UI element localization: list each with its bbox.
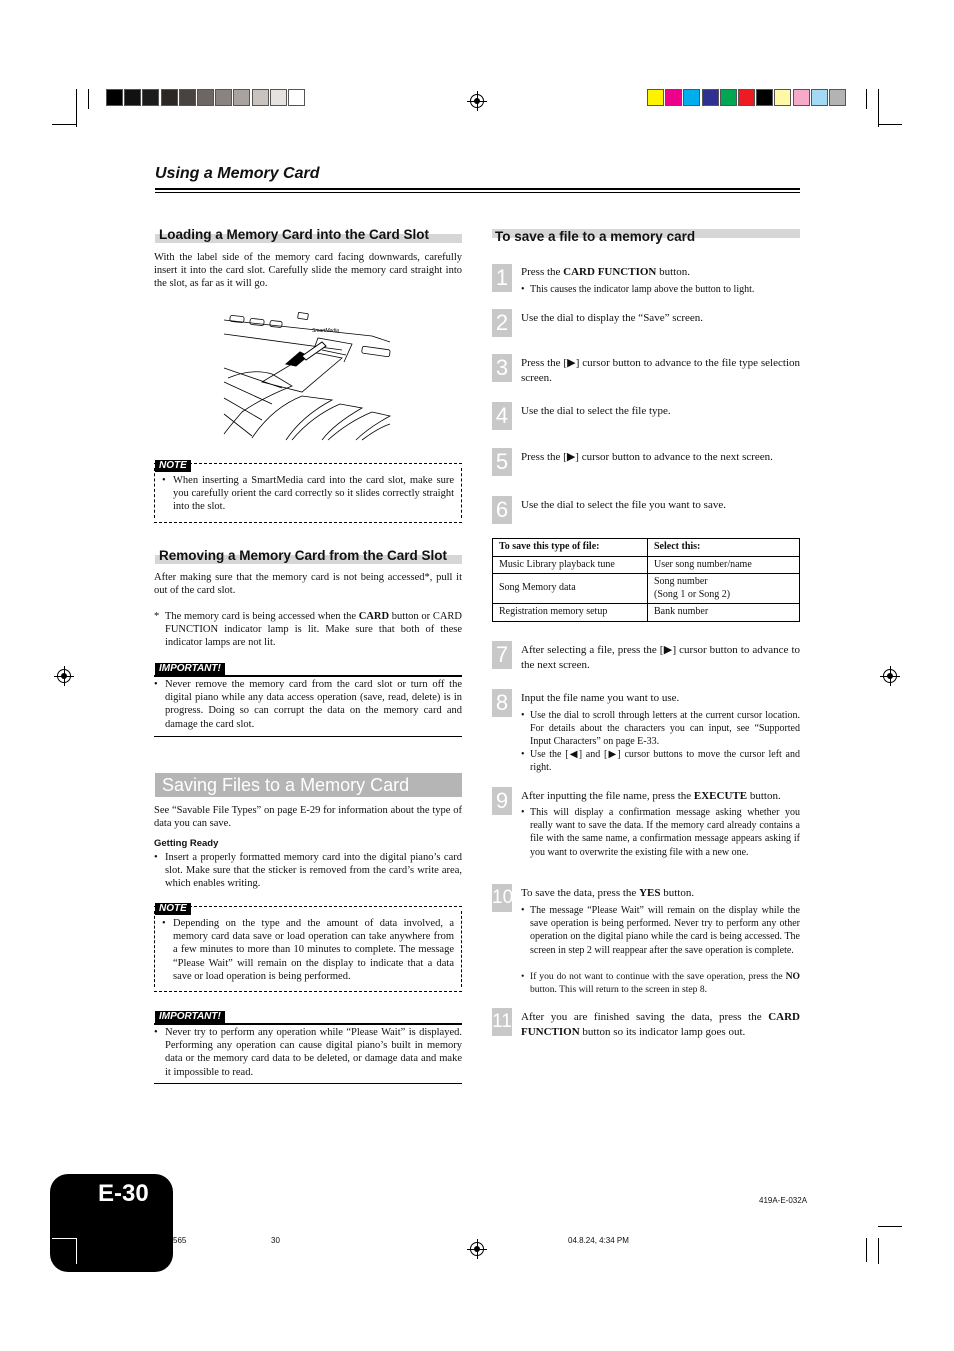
step-2: Use the dial to display the “Save” screen. <box>521 312 704 324</box>
section-heading-removing: Removing a Memory Card from the Card Slot <box>155 555 462 564</box>
step-number: 2 <box>492 309 512 337</box>
getting-ready-heading: Getting Ready <box>154 838 219 849</box>
registration-mark-icon <box>470 94 484 108</box>
crop-mark <box>76 1238 77 1264</box>
section-heading-loading: Loading a Memory Card into the Card Slot <box>155 234 462 243</box>
color-swatch <box>233 89 250 106</box>
footer-date: 04.8.24, 4:34 PM <box>568 1236 629 1245</box>
removing-footnote: * The memory card is being accessed when the CARD button or CARD FUNCTION indicator lamp is lit. Make sure that both of these indicator lamps are not lit. <box>154 611 462 649</box>
color-swatch <box>811 89 828 106</box>
step-number: 9 <box>492 787 512 815</box>
step-number: 8 <box>492 689 512 717</box>
color-swatch <box>665 89 682 106</box>
crop-mark <box>76 89 77 127</box>
color-swatch <box>288 89 305 106</box>
color-swatch <box>702 89 719 106</box>
color-swatch <box>179 89 196 106</box>
color-swatch <box>683 89 700 106</box>
important-label: IMPORTANT! <box>155 1011 225 1023</box>
note-text: • Depending on the type and the amount of data involved, a memory card data save or load operation can take anywhere from a few minutes to more than 10 minutes to complete. The message “Please Wait” will remain on the display to indicate that a data save or load operation is being performed. <box>162 917 454 983</box>
table-cell: Song Memory data <box>493 574 648 604</box>
svg-text:SmartMedia: SmartMedia <box>312 328 339 334</box>
important-label: IMPORTANT! <box>155 663 225 675</box>
registration-mark-icon <box>883 669 897 683</box>
registration-mark-icon <box>57 669 71 683</box>
color-swatch <box>647 89 664 106</box>
step-6: Use the dial to select the file you want to save. <box>521 499 726 511</box>
table-cell: Song number (Song 1 or Song 2) <box>648 574 800 604</box>
step-number: 7 <box>492 641 512 669</box>
step-8-bullet: • Use the dial to scroll through letters at the current cursor location. For details about the characters you can input, see “Supported Input Characters” on page E-33. <box>521 709 800 749</box>
step-number: 3 <box>492 354 512 382</box>
step-number: 4 <box>492 402 512 430</box>
step-10-bullet: • If you do not want to continue with the save operation, press the NO button. This will return to the screen in step 8. <box>521 970 800 996</box>
color-swatch <box>270 89 287 106</box>
table-row <box>493 604 800 622</box>
header-rule <box>155 192 800 193</box>
registration-mark-icon <box>470 1242 484 1256</box>
color-swatch <box>142 89 159 106</box>
table-cell: Music Library playback tune <box>493 556 648 574</box>
note-text: • When inserting a SmartMedia card into the card slot, make sure you carefully orient the card correctly so it slides correctly straight into the slot. <box>162 474 454 514</box>
step-9-bullet: • This will display a confirmation message asking whether you really want to save the data. If the memory card already contains a file with the same name, a confirmation message appears asking if you want to overwrite the existing file with a new one. <box>521 806 800 859</box>
doc-code: 419A-E-032A <box>759 1196 808 1205</box>
note-label: NOTE <box>155 903 191 915</box>
important-rule <box>154 1083 462 1084</box>
crop-mark <box>52 124 76 125</box>
table-header-row <box>493 539 800 557</box>
file-type-table <box>492 538 800 622</box>
color-swatch <box>720 89 737 106</box>
table-row <box>493 574 800 604</box>
color-swatch <box>756 89 773 106</box>
important-rule <box>154 1023 462 1025</box>
step-10-bullet: • The message “Please Wait” will remain on the display while the save operation is being performed. Never try to perform any other operation on the digital piano while the card is being accessed. The screen in step 2 will reappear after the save operation is complete. <box>521 904 800 957</box>
important-rule <box>154 675 462 677</box>
table-header: To save this type of file: <box>493 539 648 557</box>
color-swatch <box>124 89 141 106</box>
step-10: To save the data, press the YES button. <box>521 887 695 899</box>
color-swatch <box>793 89 810 106</box>
important-text: • Never remove the memory card from the card slot or turn off the digital piano while any data access operation (save, read, delete) is in progress. Doing so can corrupt the data on the memory card and damage the card slot. <box>154 678 462 731</box>
crop-mark <box>878 1238 879 1264</box>
color-swatch <box>774 89 791 106</box>
table-header: Select this: <box>648 539 800 557</box>
page-number: E-30 <box>98 1180 149 1207</box>
page-number-box <box>50 1174 173 1272</box>
loading-body: With the label side of the memory card facing downwards, carefully insert it into the card slot. Carefully slide the memory card straight into the slot, as far as it will go. <box>154 252 462 290</box>
step-number: 5 <box>492 448 512 476</box>
section-title-saving: Saving Files to a Memory Card <box>155 773 462 797</box>
important-rule <box>154 736 462 737</box>
color-swatch <box>106 89 123 106</box>
step-number: 11 <box>492 1008 512 1036</box>
color-swatch <box>197 89 214 106</box>
color-swatch <box>252 89 269 106</box>
removing-body: After making sure that the memory card is not being accessed*, pull it out of the card slot. <box>154 572 462 597</box>
table-cell: User song number/name <box>648 556 800 574</box>
crop-mark <box>866 1238 867 1262</box>
table-cell: Registration memory setup <box>493 604 648 622</box>
crop-mark <box>878 89 879 127</box>
crop-mark <box>866 89 867 109</box>
card-insertion-illustration <box>222 308 392 442</box>
crop-mark <box>878 124 902 125</box>
step-8: Input the file name you want to use. <box>521 692 680 704</box>
header-rule <box>155 188 800 190</box>
footer-page-text: 30 <box>271 1236 280 1245</box>
step-number: 1 <box>492 264 512 292</box>
step-11: After you are finished saving the data, press the CARD FUNCTION button so its indicator lamp goes out. <box>521 1011 800 1038</box>
crop-mark <box>878 1226 902 1227</box>
note-label: NOTE <box>155 460 191 472</box>
step-9: After inputting the file name, press the EXECUTE button. <box>521 790 781 802</box>
getting-ready-bullet: • Insert a properly formatted memory card into the digital piano’s card slot. Make sure that the sticker is removed from the card’s write area, which enables writing. <box>154 851 462 891</box>
important-text: • Never try to perform any operation while “Please Wait” is displayed. Performing any operation can cause digital piano’s built in memory data or the memory card data to be deleted, or damage data and make it impossible to read. <box>154 1026 462 1079</box>
page-header-title: Using a Memory Card <box>155 165 320 182</box>
color-swatch <box>161 89 178 106</box>
crop-mark <box>88 89 89 109</box>
step-1: Press the CARD FUNCTION button. <box>521 266 690 278</box>
step-number: 10 <box>492 884 512 912</box>
step-3: Press the [▶] cursor button to advance to the file type selection screen. <box>521 357 800 384</box>
crop-mark <box>52 1238 76 1239</box>
step-number: 6 <box>492 496 512 524</box>
color-swatch <box>829 89 846 106</box>
table-row <box>493 556 800 574</box>
step-7: After selecting a file, press the [▶] cursor button to advance to the next screen. <box>521 644 800 671</box>
step-1-bullet: • This causes the indicator lamp above the button to light. <box>521 283 800 296</box>
saving-body: See “Savable File Types” on page E-29 for information about the type of data you can save. <box>154 805 462 830</box>
table-cell: Bank number <box>648 604 800 622</box>
section-heading-save-file: To save a file to a memory card <box>492 229 800 238</box>
color-swatch <box>738 89 755 106</box>
step-4: Use the dial to select the file type. <box>521 405 671 417</box>
step-8-bullet: • Use the [◀] and [▶] cursor buttons to move the cursor left and right. <box>521 748 800 774</box>
step-5: Press the [▶] cursor button to advance to the next screen. <box>521 451 773 463</box>
footer-left-text: 565 <box>173 1236 187 1245</box>
color-swatch <box>215 89 232 106</box>
